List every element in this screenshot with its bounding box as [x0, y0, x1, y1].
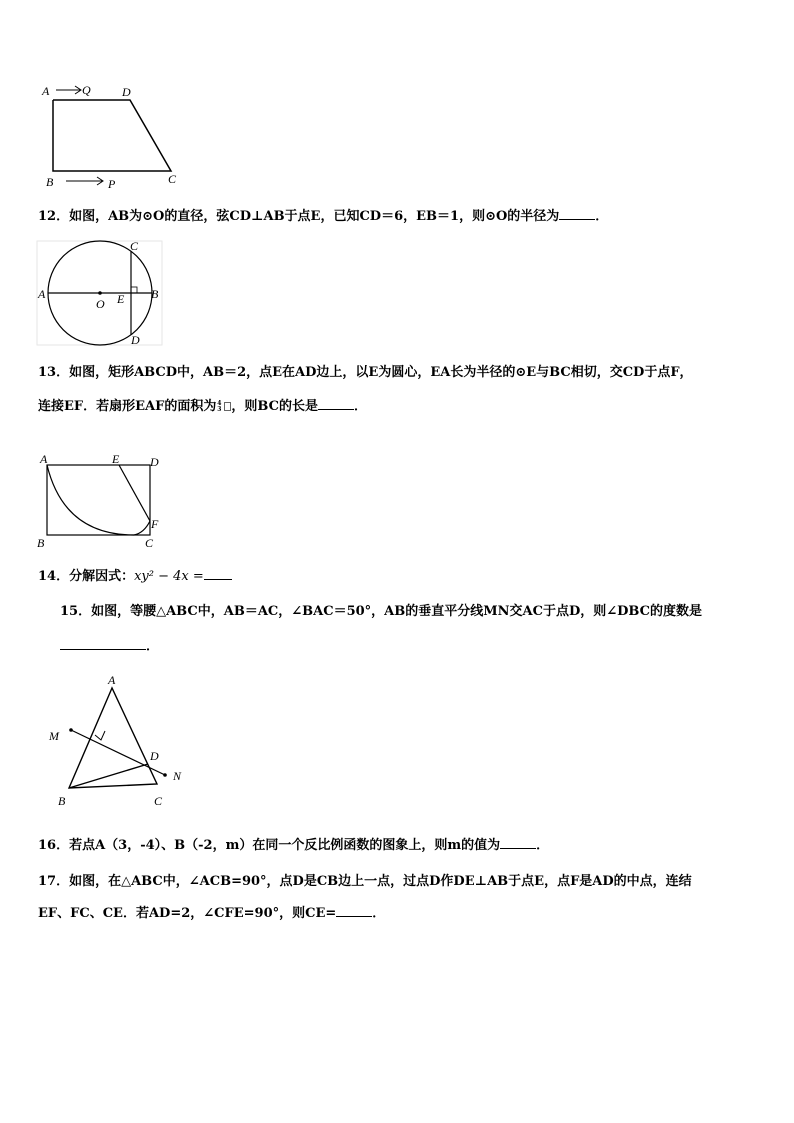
question-15-line2 [60, 637, 159, 656]
right-angle-mark [95, 731, 105, 740]
arc-af [47, 465, 150, 535]
fraction-numerator: 4 [217, 399, 222, 407]
answer-blank-17[interactable] [336, 904, 372, 917]
label-d: D [122, 85, 131, 99]
label-m: M [49, 729, 59, 743]
label-c: C [154, 794, 163, 808]
answer-blank-15[interactable] [60, 637, 146, 650]
expression: xy² − 4x = [134, 569, 204, 584]
figure-rectangle [34, 450, 164, 550]
label-e: E [112, 452, 120, 466]
right-angle-mark [131, 287, 137, 293]
question-17-text: 17．如图，在△ABC中，∠ACB=90°，点D是CB边上一点，过点D作DE⊥AB于点E，点F是AD的中点，连结 [38, 874, 692, 889]
question-15-end: ． [146, 639, 160, 654]
question-13-text-a: 连接EF．若扇形EAF的面积为 [38, 399, 217, 414]
question-17-text-2: EF、FC、CE．若AD=2，∠CFE=90°，则CE= [38, 906, 337, 921]
question-13-text-b: ，则BC的长是 [231, 399, 318, 414]
figure-trapezoid [36, 80, 186, 192]
label-c: C [130, 240, 139, 253]
point-m [69, 728, 73, 732]
label-b: B [37, 536, 45, 550]
fraction-denominator: 3 [217, 405, 222, 413]
label-a: A [108, 673, 116, 687]
question-13-line2 [38, 397, 367, 416]
label-b: B [151, 287, 159, 301]
label-c: C [145, 536, 154, 550]
question-13-end: ． [353, 399, 367, 414]
question-17-end: ． [372, 906, 386, 921]
label-d: D [131, 333, 140, 347]
question-16-text: 16．若点A（3，-4）、B（-2，m）在同一个反比例函数的图象上，则m的值为 [38, 838, 501, 853]
answer-blank-13[interactable] [318, 397, 354, 410]
trapezoid-shape [53, 100, 171, 171]
question-14-text: 14．分解因式： [38, 569, 135, 584]
question-15 [60, 603, 702, 621]
triangle-abc [69, 688, 157, 788]
answer-blank-12[interactable] [559, 207, 595, 220]
question-13-text: 13．如图，矩形ABCD中，AB＝2，点E在AD边上，以E为圆心，EA长为半径的⊙E与BC相切，交CD于点F， [38, 365, 693, 380]
label-a: A [40, 452, 48, 466]
label-e: E [117, 292, 125, 306]
label-a: A [42, 84, 50, 98]
label-d: D [150, 749, 159, 763]
answer-blank-16[interactable] [500, 836, 536, 849]
label-o: O [96, 297, 105, 311]
question-12 [38, 207, 608, 226]
figure-triangle [44, 668, 204, 813]
figure-circle [36, 240, 166, 348]
label-a: A [38, 287, 46, 301]
label-p: P [108, 177, 116, 191]
label-b: B [46, 175, 54, 189]
answer-blank-14[interactable] [204, 567, 232, 580]
question-15-text: 15．如图，等腰△ABC中，AB＝AC，∠BAC＝50°，AB的垂直平分线MN交AC于点D，则∠DBC的度数是 [60, 604, 702, 619]
label-c: C [168, 172, 177, 186]
label-f: F [151, 517, 159, 531]
question-12-text: 12．如图，AB为⊙O的直径，弦CD⊥AB于点E，已知CD＝6，EB＝1，则⊙O的半径为 [38, 209, 560, 224]
question-13-line1 [38, 364, 693, 382]
label-b: B [58, 794, 66, 808]
segment-ef [119, 465, 150, 521]
question-14 [38, 567, 232, 586]
question-16-end: ． [536, 838, 550, 853]
question-17-line2 [38, 904, 385, 923]
label-q: Q [82, 83, 91, 97]
question-16 [38, 836, 549, 855]
point-n [163, 773, 167, 777]
center-dot [98, 291, 102, 295]
rectangle-abcd [47, 465, 150, 535]
fraction-4-3 [216, 401, 222, 413]
label-n: N [173, 769, 182, 783]
label-d: D [150, 455, 159, 469]
question-12-end: ． [595, 209, 609, 224]
question-17-line1 [38, 873, 692, 891]
